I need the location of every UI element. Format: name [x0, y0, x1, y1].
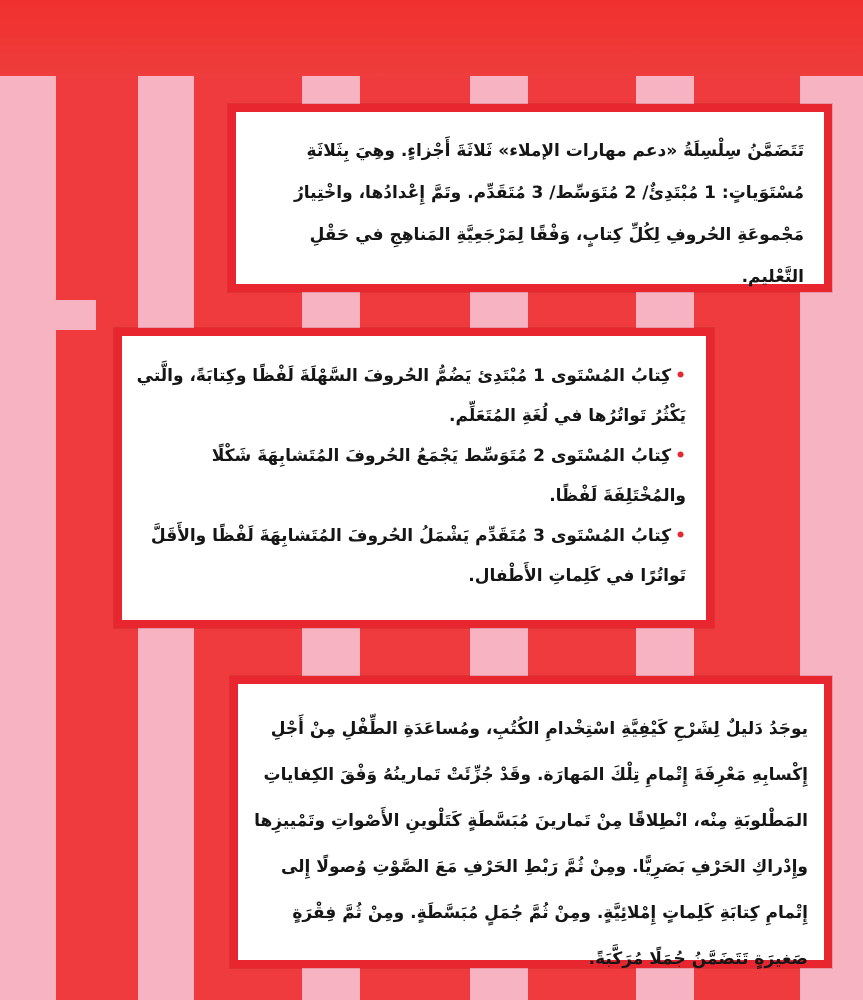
- level-1-text: كِتابُ المُسْتَوى 1 مُبْتَدِئ يَضُمُّ الحُروفَ السَّهْلَةَ لَفْظًا وكِتابَةً، والَّتي يَكْثُرُ تَواتُرُها في لُغَةِ المُتَعَلِّم.: [136, 366, 686, 426]
- level-3-text: كِتابُ المُسْتَوى 3 مُتَقَدِّم يَشْمَلُ الحُروفَ المُتَشابِهَةَ لَفْظًا والأَقَلَّ تَواتُرًا في كَلِماتِ الأَطْفال.: [150, 526, 686, 586]
- top-red-band: [0, 0, 863, 76]
- level-2-text: كِتابُ المُسْتَوى 2 مُتَوَسِّط يَجْمَعُ الحُروفَ المُتَشابِهَةَ شَكْلًا والمُخْتَلِفَةَ لَفْظًا.: [211, 446, 686, 506]
- bullet-icon: •: [675, 526, 686, 546]
- pink-block: [56, 300, 96, 330]
- bullet-icon: •: [675, 366, 686, 386]
- level-3-item: [136, 516, 686, 596]
- series-intro-text: تَتَضَمَّنُ سِلْسِلَةُ «دعم مهارات الإملاء» ثَلاثَةَ أَجْزاءٍ. وهِيَ بِثَلاثَةِ مُسْتَوَياتٍ: 1 مُبْتَدِئٌ/ 2 مُتَوَسِّط/ 3 مُتَقَدِّم. وتَمَّ إِعْدادُها، واخْتِيارُ مَجْموعَةِ الحُروفِ لِكُلِّ كِتابٍ، وَفْقًا لِمَرْجَعِيَّةِ المَناهِجِ في حَقْلِ التَّعْليم.: [293, 141, 804, 287]
- levels-list-card: [114, 328, 714, 628]
- pink-stripe: [0, 76, 56, 1000]
- level-2-item: [136, 436, 686, 516]
- series-intro-card: [228, 104, 832, 292]
- level-1-item: [136, 356, 686, 436]
- guide-description-text: يوجَدُ دَليلٌ لِشَرْحِ كَيْفِيَّةِ اسْتِخْدامِ الكُتُبِ، ومُساعَدَةِ الطِّفْلِ مِنْ أَجْلِ إِكْسابِهِ مَعْرِفَةَ إِتْمامِ تِلْكَ المَهارَة. وقَدْ جُزِّئَتْ تَمارينُهُ وَفْقَ الكِفاياتِ المَطْلوبَةِ مِنْه، انْطِلاقًا مِنْ تَمارينَ مُبَسَّطَةٍ كَتَلْوينِ الأَصْواتِ وتَمْييزِها وإِدْراكِ الحَرْفِ بَصَرِيًّا. ومِنْ ثُمَّ رَبْطِ الحَرْفِ مَعَ الصَّوْتِ وُصولًا إِلى إِتْمامِ كِتابَةِ كَلِماتٍ إِمْلائِيَّةٍ. ومِنْ ثُمَّ جُمَلٍ مُبَسَّطَةٍ. ومِنْ ثُمَّ فِقْرَةٍ صَغيرَةٍ تَتَضَمَّنُ جُمَلًا مُرَكَّبَةً.: [254, 719, 808, 969]
- bullet-icon: •: [675, 446, 686, 466]
- guide-description-card: [230, 676, 832, 968]
